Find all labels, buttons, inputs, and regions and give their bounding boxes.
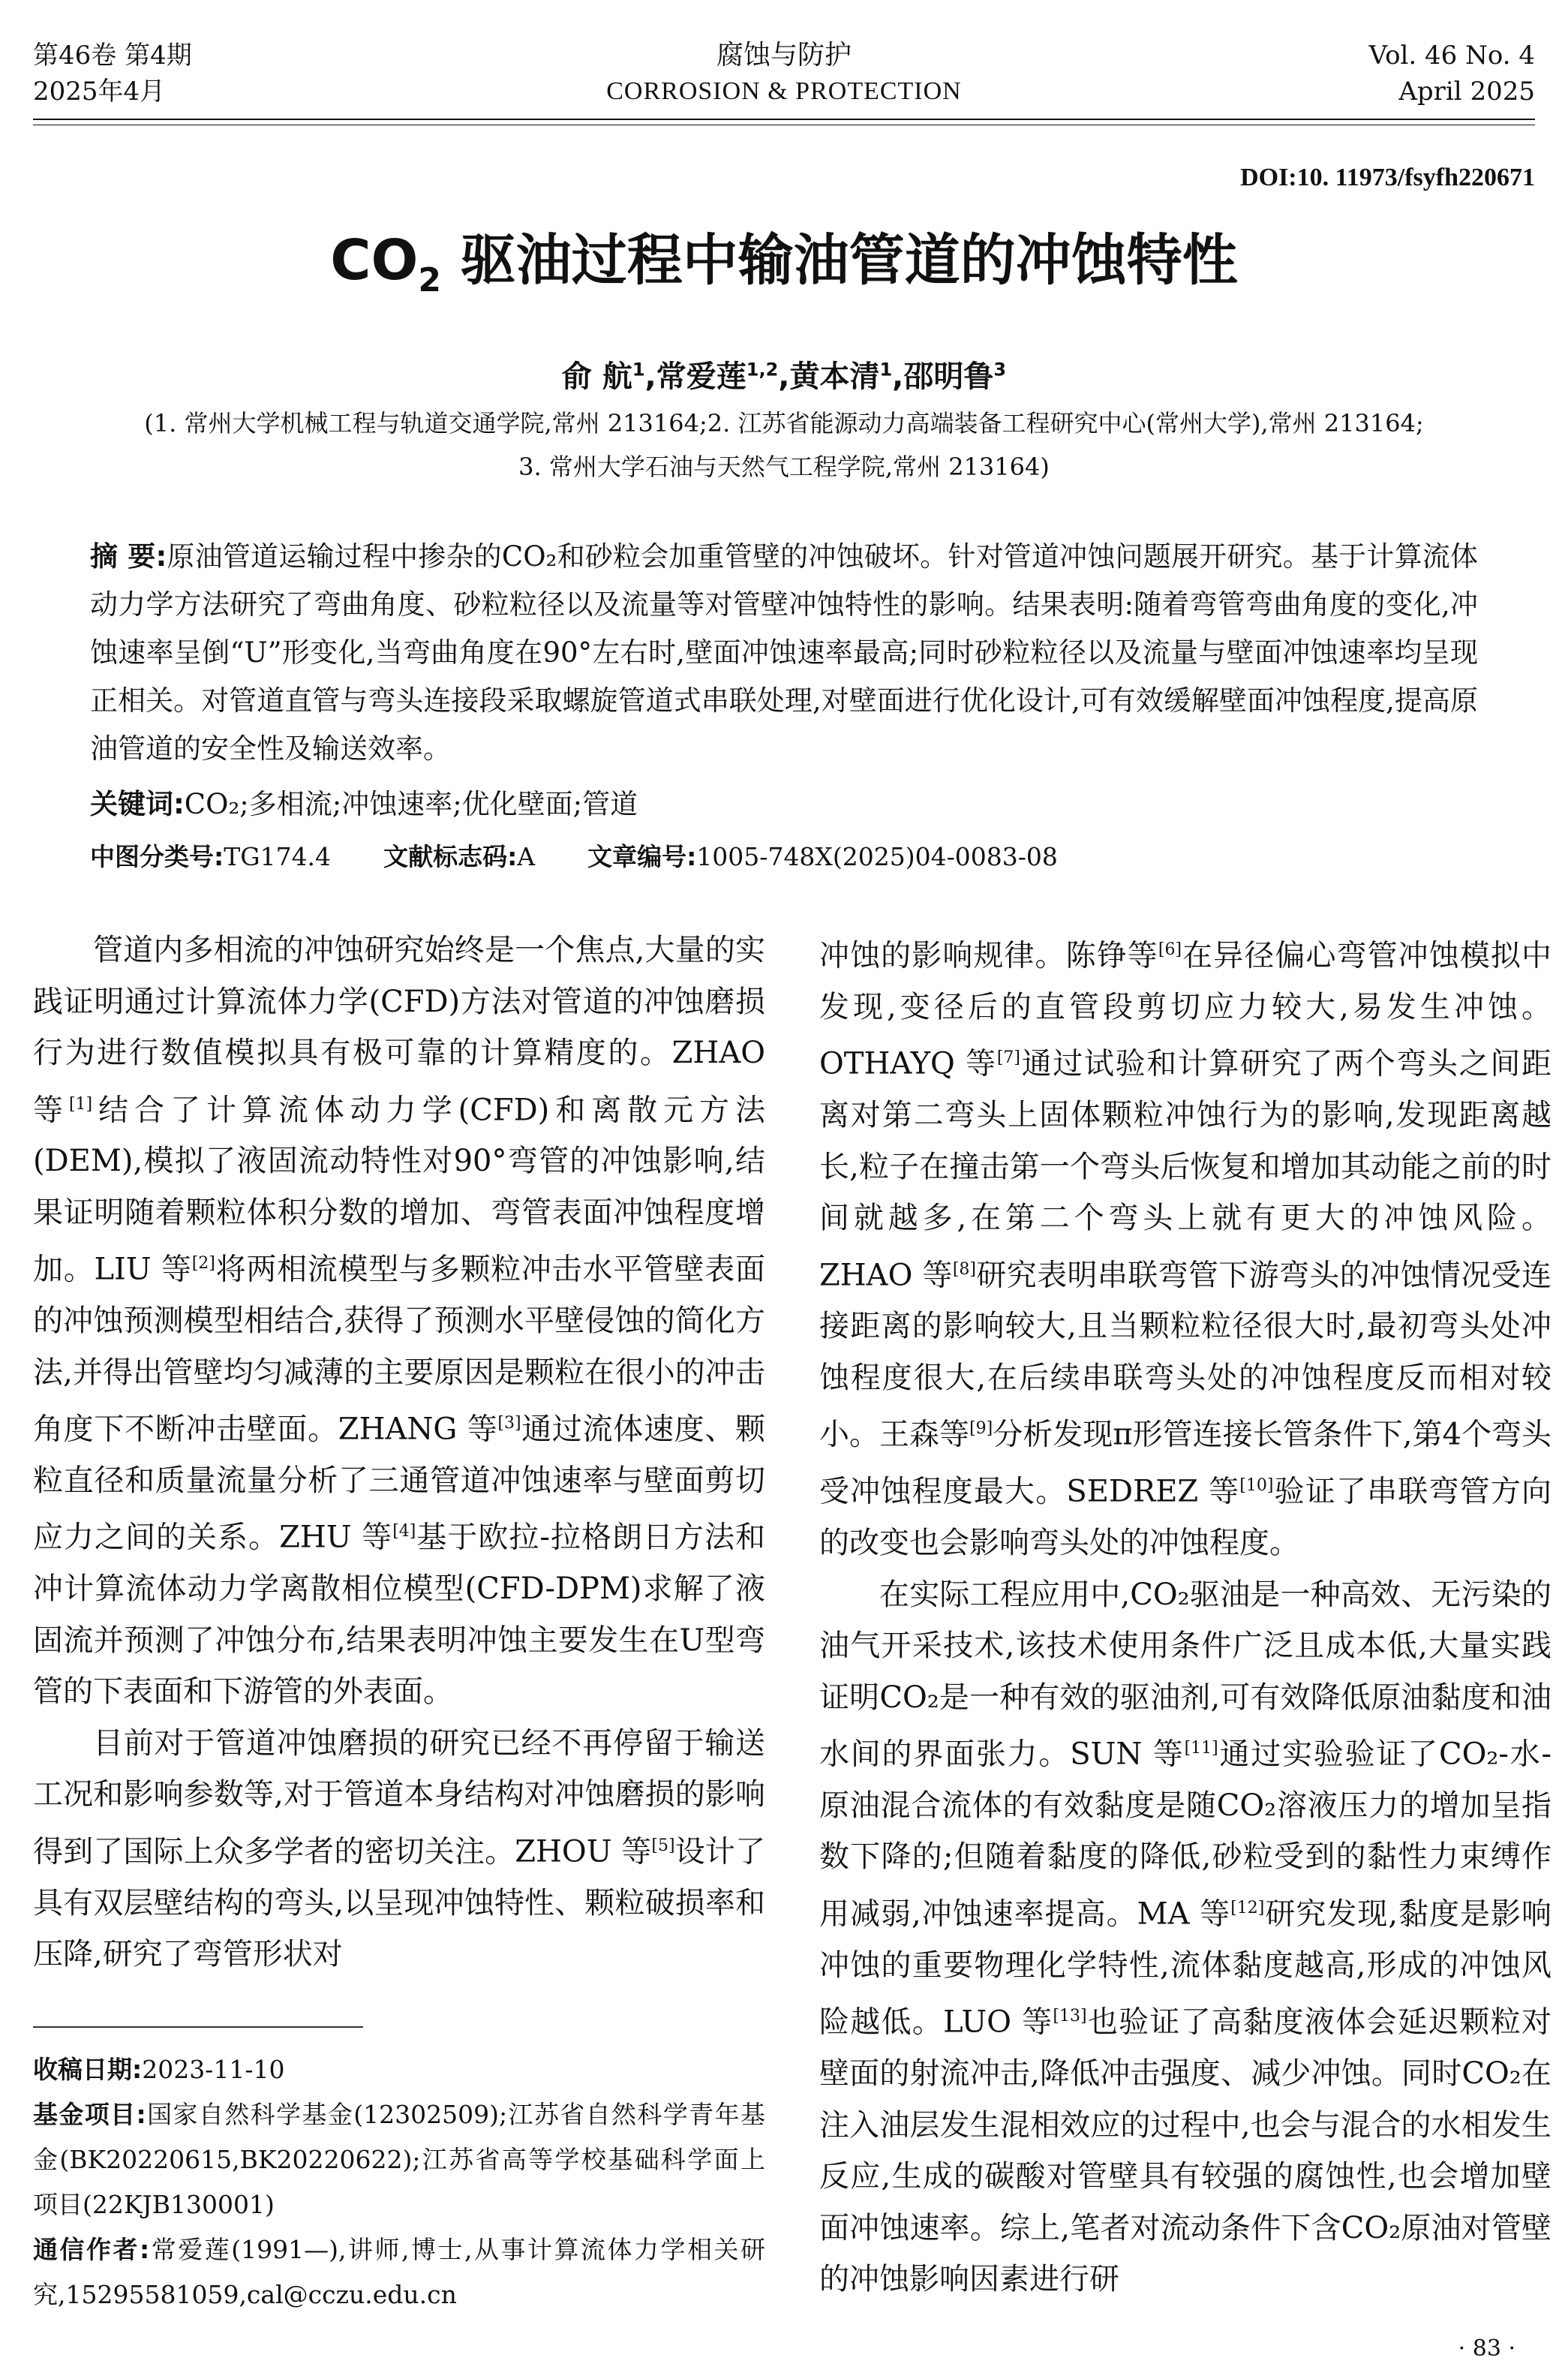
body-text: 结合了计算流体动力学(CFD)和离散元方法(DEM),模拟了液固流动特性对90°弯管的冲蚀影响,结果证明随着颗粒体积分数的增加、弯管表面冲蚀程度增加。LIU 等 [33, 1092, 766, 1287]
article-title [0, 216, 1568, 299]
title-rest: 驱油过程中输油管道的冲蚀特性 [441, 228, 1238, 293]
body-paragraph [819, 925, 1551, 1569]
keywords [90, 780, 1478, 829]
clc-label: 中图分类号: [90, 842, 224, 871]
author-separator: , [892, 359, 904, 394]
affiliation-line: 3. 常州大学石油与天然气工程学院,常州 213164) [518, 453, 1050, 481]
doi[interactable]: DOI:10. 11973/fsyfh220671 [1240, 164, 1535, 191]
author-affil-mark: 1 [632, 359, 645, 380]
author-separator: , [778, 359, 790, 394]
author-name: 俞 航 [561, 359, 632, 394]
funding-label: 基金项目: [33, 2100, 146, 2129]
body-text: 验证了串联弯管方向的改变也会影响弯头处的冲蚀程度。 [819, 1474, 1551, 1561]
citation-ref[interactable]: [2] [191, 1254, 215, 1274]
title-sub: 2 [418, 260, 442, 299]
issue-date-cn: 2025年4月 [33, 77, 166, 107]
author-name: 常爱莲 [656, 359, 746, 394]
body-text: 研究发现,黏度是影响冲蚀的重要物理化学特性,流体黏度越高,形成的冲蚀风险越低。LUO 等 [819, 1896, 1551, 2040]
classification-line [90, 833, 1478, 881]
citation-ref[interactable]: [11] [1184, 1739, 1218, 1758]
footnote-rule [33, 2026, 363, 2028]
body-text: 设计了具有双层壁结构的弯头,以呈现冲蚀特性、颗粒破损率和压降,研究了弯管形状对 [33, 1834, 765, 1972]
body-text: 通过流体速度、颗粒直径和质量流量分析了三通管道冲蚀速率与壁面剪切应力之间的关系。ZHU 等 [33, 1412, 765, 1555]
citation-ref[interactable]: [10] [1239, 1476, 1274, 1496]
doc-code-label: 文献标志码: [383, 842, 518, 871]
volume-issue-en: Vol. 46 No. 4 [1368, 41, 1535, 71]
body-text: 研究表明串联弯管下游弯头的冲蚀情况受连接距离的影响较大,且当颗粒粒径很大时,最初弯头处冲蚀程度很大,在后续串联弯头处的冲蚀程度反而相对较小。王森等 [819, 1257, 1551, 1452]
volume-issue: 第46卷 第4期 [33, 41, 192, 71]
author-list [0, 353, 1568, 395]
body-paragraph [33, 925, 765, 1718]
article-footnotes [33, 2047, 765, 2317]
body-text: 基于欧拉-拉格朗日方法和冲计算流体动力学离散相位模型(CFD-DPM)求解了液固流并预测了冲蚀分布,结果表明冲蚀主要发生在U型弯管的下表面和下游管的外表面。 [33, 1520, 766, 1710]
body-text: 冲蚀的影响规律。陈铮等 [819, 938, 1158, 973]
journal-name [0, 38, 1568, 110]
keywords-label: 关键词: [90, 788, 185, 820]
received-value: 2023-11-10 [142, 2055, 285, 2084]
citation-ref[interactable]: [4] [392, 1522, 416, 1541]
body-text: 也验证了高黏度液体会延迟颗粒对壁面的射流冲击,降低冲击强度、减少冲蚀。同时CO₂在注入油层发生混相效应的过程中,也会与混合的水相发生反应,生成的碳酸对管壁具有较强的腐蚀性,也会增加壁面冲蚀速率。综上,笔者对流动条件下含CO₂原油对管壁的冲蚀影响因素进行研 [819, 2005, 1551, 2297]
keywords-text: CO₂;多相流;冲蚀速率;优化壁面;管道 [184, 788, 638, 820]
body-column-right [819, 925, 1551, 2305]
issue-date-en: April 2025 [1398, 77, 1535, 107]
citation-ref[interactable]: [12] [1230, 1898, 1265, 1917]
header-rule-top [33, 119, 1535, 120]
body-paragraph [33, 1718, 765, 1980]
citation-ref[interactable]: [6] [1158, 940, 1182, 959]
body-text: 通过试验和计算研究了两个弯头之间距离对第二弯头上固体颗粒冲蚀行为的影响,发现距离越长,粒子在撞击第一个弯头后恢复和增加其动能之前的时间就越多,在第二个弯头上就有更大的冲蚀风险。ZHAO 等 [819, 1046, 1551, 1292]
corresponding-author [33, 2227, 765, 2317]
funding [33, 2092, 765, 2227]
citation-ref[interactable]: [3] [497, 1414, 521, 1433]
received-date [33, 2047, 765, 2092]
author-affil-mark: 1,2 [746, 359, 779, 380]
author-affil-mark: 3 [993, 359, 1007, 380]
body-text: 通过实验验证了CO₂-水-原油混合流体的有效黏度是随CO₂溶液压力的增加呈指数下降的;但随着黏度的降低,砂粒受到的黏性力束缚作用减弱,冲蚀速率提高。MA 等 [819, 1737, 1551, 1932]
title-co: CO [330, 228, 419, 293]
abstract-label: 摘 要: [90, 540, 167, 573]
citation-ref[interactable]: [8] [952, 1259, 976, 1279]
affiliation-line: (1. 常州大学机械工程与轨道交通学院,常州 213164;2. 江苏省能源动力高端装备工程研究中心(常州大学),常州 213164; [144, 409, 1424, 438]
journal-name-cn: 腐蚀与防护 [716, 40, 852, 71]
author-affil-mark: 1 [879, 359, 893, 380]
body-text: 在实际工程应用中,CO₂驱油是一种高效、无污染的油气开采技术,该技术使用条件广泛且成本低,大量实践证明CO₂是一种有效的驱油剂,可有效降低原油黏度和油水间的界面张力。SUN 等 [819, 1577, 1551, 1772]
body-text: 将两相流模型与多颗粒冲击水平管壁表面的冲蚀预测模型相结合,获得了预测水平壁侵蚀的简化方法,并得出管壁均匀减薄的主要原因是颗粒在很小的冲击角度下不断冲击壁面。ZHANG 等 [33, 1252, 766, 1447]
citation-ref[interactable]: [1] [68, 1094, 93, 1114]
journal-issue-en [1369, 38, 1535, 110]
citation-ref[interactable]: [5] [651, 1836, 675, 1855]
journal-name-en: CORROSION & PROTECTION [606, 77, 962, 105]
citation-ref[interactable]: [13] [1053, 2007, 1087, 2026]
body-text: 在异径偏心弯管冲蚀模拟中发现,变径后的直管段剪切应力较大,易发生冲蚀。OTHAYQ 等 [819, 938, 1552, 1081]
body-text: 分析发现π形管连接长管条件下,第4个弯头受冲蚀程度最大。SEDREZ 等 [819, 1417, 1552, 1509]
abstract-text: 原油管道运输过程中掺杂的CO₂和砂粒会加重管壁的冲蚀破坏。针对管道冲蚀问题展开研究。基于计算流体动力学方法研究了弯曲角度、砂粒粒径以及流量等对管壁冲蚀特性的影响。结果表明:随着弯管弯曲角度的变化,冲蚀速率呈倒“U”形变化,当弯曲角度在90°左右时,壁面冲蚀速率最高;同时砂粒粒径以及流量与壁面冲蚀速率均呈现正相关。对管道直管与弯头连接段采取螺旋管道式串联处理,对壁面进行优化设计,可有效缓解壁面冲蚀程度,提高原油管道的安全性及输送效率。 [90, 540, 1478, 765]
citation-ref[interactable]: [7] [996, 1048, 1020, 1068]
article-number-label: 文章编号: [587, 842, 697, 871]
author-name: 黄本清 [789, 359, 880, 394]
corresponding-value: 常爱莲(1991—),讲师,博士,从事计算流体力学相关研究,15295581059,cal@cczu.edu.cn [33, 2235, 765, 2309]
body-column-left [33, 925, 765, 1980]
funding-value: 国家自然科学基金(12302509);江苏省自然科学青年基金(BK20220615,BK20220622);江苏省高等学校基础科学面上项目(22KJB130001) [33, 2100, 765, 2219]
body-text: 管道内多相流的冲蚀研究始终是一个焦点,大量的实践证明通过计算流体力学(CFD)方法对管道的冲蚀磨损行为进行数值模拟具有极可靠的计算精度的。ZHAO 等 [33, 933, 765, 1127]
page-number: · 83 · [1458, 2335, 1515, 2362]
doc-code: A [517, 842, 536, 871]
article-number: 1005-748X(2025)04-0083-08 [696, 842, 1058, 871]
body-paragraph [819, 1569, 1551, 2305]
author-name: 邵明鲁 [903, 359, 994, 394]
body-text: 目前对于管道冲蚀磨损的研究已经不再停留于输送工况和影响参数等,对于管道本身结构对冲蚀磨损的影响得到了国际上众多学者的密切关注。ZHOU 等 [33, 1725, 765, 1869]
abstract [90, 533, 1478, 773]
author-separator: , [644, 359, 656, 394]
received-label: 收稿日期: [33, 2055, 143, 2084]
corresponding-label: 通信作者: [33, 2235, 150, 2264]
clc-code: TG174.4 [224, 842, 332, 871]
affiliations [45, 402, 1523, 489]
citation-ref[interactable]: [9] [969, 1419, 993, 1439]
